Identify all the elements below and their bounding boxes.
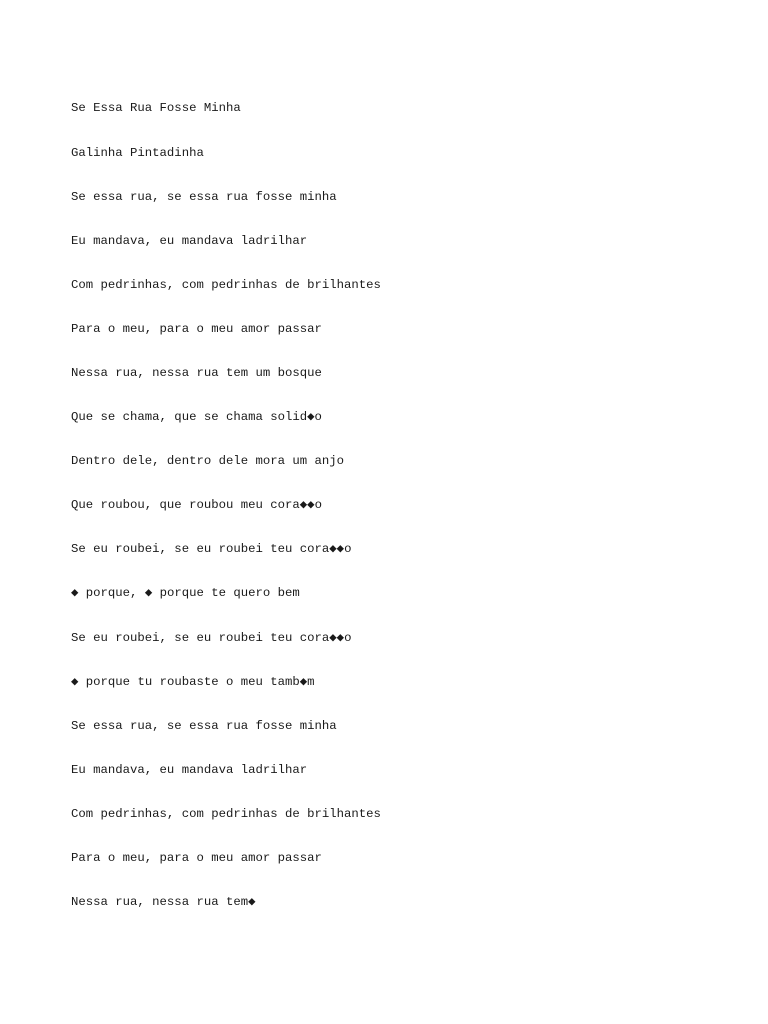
- lyric-line: Eu mandava, eu mandava ladrilhar: [71, 762, 308, 777]
- song-title: Se Essa Rua Fosse Minha: [71, 101, 241, 116]
- lyric-line: Para o meu, para o meu amor passar: [71, 321, 322, 336]
- lyric-line: Eu mandava, eu mandava ladrilhar: [71, 233, 308, 248]
- lyric-line: Nessa rua, nessa rua tem um bosque: [71, 365, 322, 380]
- lyric-line: Se essa rua, se essa rua fosse minha: [71, 189, 337, 204]
- lyric-line: ◆ porque tu roubaste o meu tamb◆m: [71, 674, 315, 689]
- lyric-line: Com pedrinhas, com pedrinhas de brilhantes: [71, 806, 381, 821]
- lyric-line: Se eu roubei, se eu roubei teu cora◆◆o: [71, 542, 352, 557]
- lyric-line: Que roubou, que roubou meu cora◆◆o: [71, 498, 322, 513]
- lyric-line: Dentro dele, dentro dele mora um anjo: [71, 454, 345, 469]
- lyric-line: Se essa rua, se essa rua fosse minha: [71, 718, 337, 733]
- lyric-line: Para o meu, para o meu amor passar: [71, 851, 322, 865]
- lyric-line: ◆ porque, ◆ porque te quero bem: [71, 586, 300, 601]
- lyric-line: Que se chama, que se chama solid◆o: [71, 410, 322, 425]
- lyric-line: Com pedrinhas, com pedrinhas de brilhantes: [71, 277, 381, 292]
- lyric-line: Se eu roubei, se eu roubei teu cora◆◆o: [71, 630, 352, 645]
- lyric-line: Nessa rua, nessa rua tem◆: [71, 895, 256, 910]
- artist-name: Galinha Pintadinha: [71, 145, 204, 160]
- document-page: [71, 72, 381, 924]
